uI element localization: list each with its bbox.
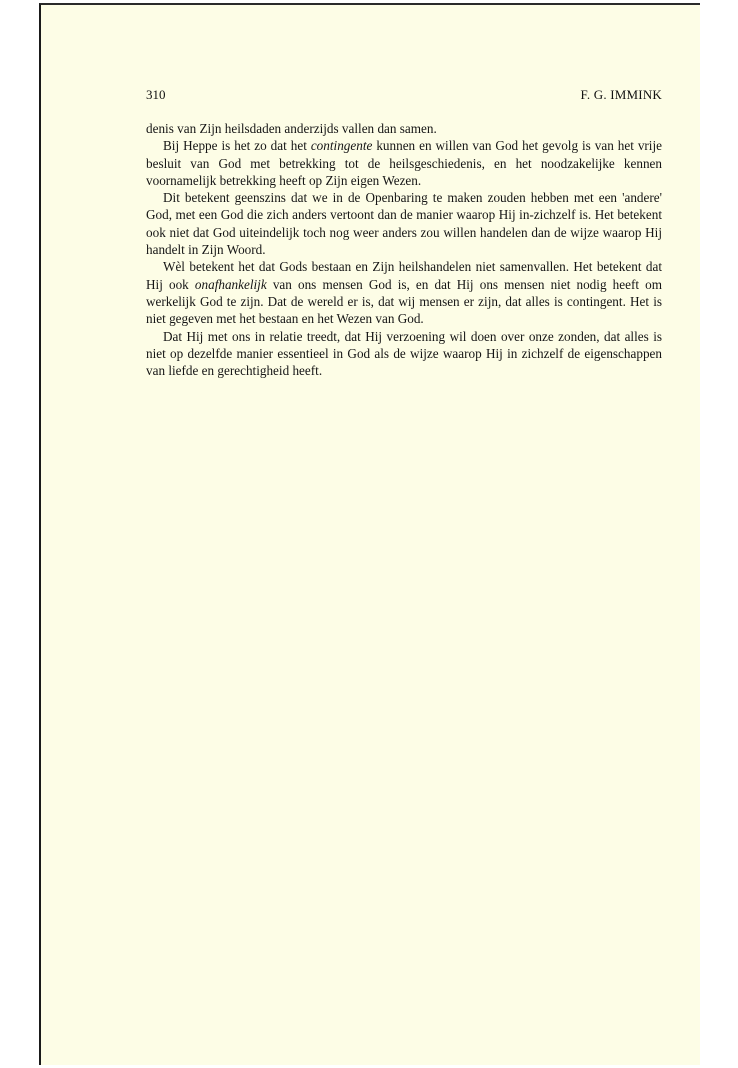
page-number: 310 [146, 87, 166, 102]
italic-term: contingente [310, 138, 373, 154]
italic-term: onafhankelijk [194, 276, 267, 292]
paragraph-1: denis van Zijn heilsdaden anderzijds vallen dan samen. [146, 121, 437, 136]
paragraph-5: Dat Hij met ons in relatie treedt, dat Hij verzoening wil doen over onze zonden, dat alles is niet op dezelfde manier essentieel in God als de wijze waarop Hij in zichzelf de eigenschappen van liefde en gerechtigheid heeft. [146, 328, 662, 379]
paragraph-4: Wèl betekent het dat Gods bestaan en Zijn heilshandelen niet samenvallen. Het betekent dat Hij ook onafhankelijk van ons mensen God is, en dat Hij ons mensen niet nodig heeft om werkelijk God te zijn. Dat de wereld er is, dat wij mensen er zijn, dat alles is contingent. Het is niet gegeven met het bestaan en het Wezen van God. [146, 259, 663, 327]
paragraph-2: Bij Heppe is het zo dat het contingente kunnen en willen van God het gevolg is van het vrije besluit van God met betrekking tot de heilsgeschiedenis, en het noodzakelijke kennen voornamelijk betrekking heeft op Zijn eigen Wezen. [146, 138, 662, 188]
paragraph-3: Dit betekent geenszins dat we in de Openbaring te maken zouden hebben met een 'andere' God, met een God die zich anders vertoont dan de manier waarop Hij in-zichzelf is. Het betekent ook niet dat God uiteindelijk toch nog weer anders zou willen handelen dan de wijze waarop Hij handelt in Zijn Woord. [146, 190, 662, 258]
running-head-author: F. G. IMMINK [580, 87, 662, 102]
body-text [146, 120, 662, 379]
